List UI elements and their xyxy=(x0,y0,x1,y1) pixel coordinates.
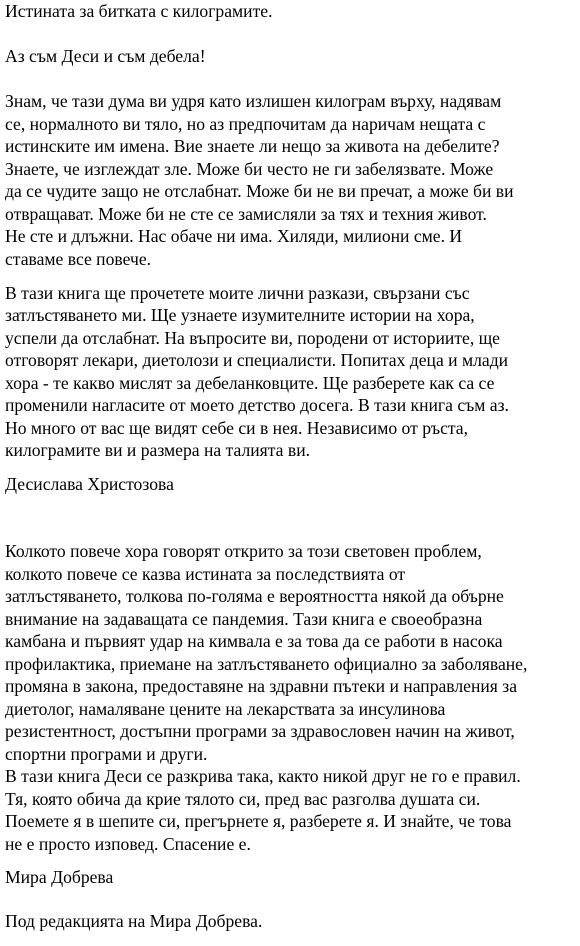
paragraph-2-line: хора - те какво мислят за дебеланковците. Ще разберете как са се xyxy=(5,373,495,393)
paragraph-1-line: Не сте и длъжни. Нас обаче ни има. Хиляди, милиони сме. И xyxy=(5,226,463,246)
paragraph-1-line: Знам, че тази дума ви удря като излишен килограм върху, надявам xyxy=(5,91,502,111)
paragraph-3-line: затлъстяването, толкова по-голяма е вероятността някой да обърне xyxy=(5,586,504,606)
paragraph-2-line: затлъстяването ми. Ще узнаете изумителните истории на хора, xyxy=(5,305,475,325)
paragraph-3-line: Колкото повече хора говорят открито за този световен проблем, xyxy=(5,541,482,561)
paragraph-3-line: камбана и първият удар на кимвала е за това да се работи в насока xyxy=(5,631,503,651)
paragraph-3-line: промяна в закона, предоставяне на здравни пътеки и направления за xyxy=(5,676,518,696)
paragraph-3-line: профилактика, приемане на затлъстяването официално за заболяване, xyxy=(5,654,528,674)
paragraph-1-line: да се чудите защо не отслабнат. Може би не ви пречат, а може би ви xyxy=(5,181,514,201)
paragraph-3-line: не е просто изповед. Спасение е. xyxy=(5,834,251,854)
paragraph-2-line: успели да отслабнат. На въпросите ви, породени от историите, ще xyxy=(5,328,500,348)
signature-author: Десислава Христозова xyxy=(5,474,174,494)
paragraph-2-line: отговорят лекари, диетолози и специалисти. Попитах деца и млади xyxy=(5,350,509,370)
paragraph-3-line: диетолог, намаляване цените на лекарствата за инсулинова xyxy=(5,699,446,719)
signature-editor: Мира Добрева xyxy=(5,867,114,887)
paragraph-3-line: колкото повече се казва истината за последствията от xyxy=(5,564,406,584)
paragraph-2-line: В тази книга ще прочетете моите лични разкази, свързани със xyxy=(5,283,470,303)
paragraph-1-line: ставаме все повече. xyxy=(5,249,152,269)
paragraph-3-line: резистентност, достъпни програми за здравословен начин на живот, xyxy=(5,721,515,741)
paragraph-2-line: променили нагласите от моето детство досега. В тази книга съм аз. xyxy=(5,395,509,415)
paragraph-2-line: килограмите ви и размера на талията ви. xyxy=(5,440,311,460)
intro-line: Аз съм Деси и съм дебела! xyxy=(5,46,206,66)
paragraph-3-line: Поемете я в шепите си, прегърнете я, разберете я. И знайте, че това xyxy=(5,811,512,831)
editor-note: Под редакцията на Мира Добрева. xyxy=(5,911,263,931)
paragraph-1-line: Знаете, че изглеждат зле. Може би често не ги забелязвате. Може xyxy=(5,159,494,179)
paragraph-1-line: се, нормалното ви тяло, но аз предпочитам да наричам нещата с xyxy=(5,114,486,134)
paragraph-2-line: Но много от вас ще видят себе си в нея. Независимо от ръста, xyxy=(5,418,469,438)
paragraph-3-line: спортни програми и други. xyxy=(5,744,208,764)
paragraph-1-line: отвращават. Може би не сте се замисляли за тях и техния живот. xyxy=(5,204,487,224)
paragraph-3-line: В тази книга Деси се разкрива така, както никой друг не го е правил. xyxy=(5,766,521,786)
paragraph-3-line: Тя, която обича да крие тялото си, пред вас разголва душата си. xyxy=(5,789,481,809)
document-title: Истината за битката с килограмите. xyxy=(5,1,273,21)
paragraph-3-line: внимание на задаващата се пандемия. Тази книга е своеобразна xyxy=(5,609,483,629)
paragraph-1-line: истинските им имена. Вие знаете ли нещо за живота на дебелите? xyxy=(5,136,500,156)
